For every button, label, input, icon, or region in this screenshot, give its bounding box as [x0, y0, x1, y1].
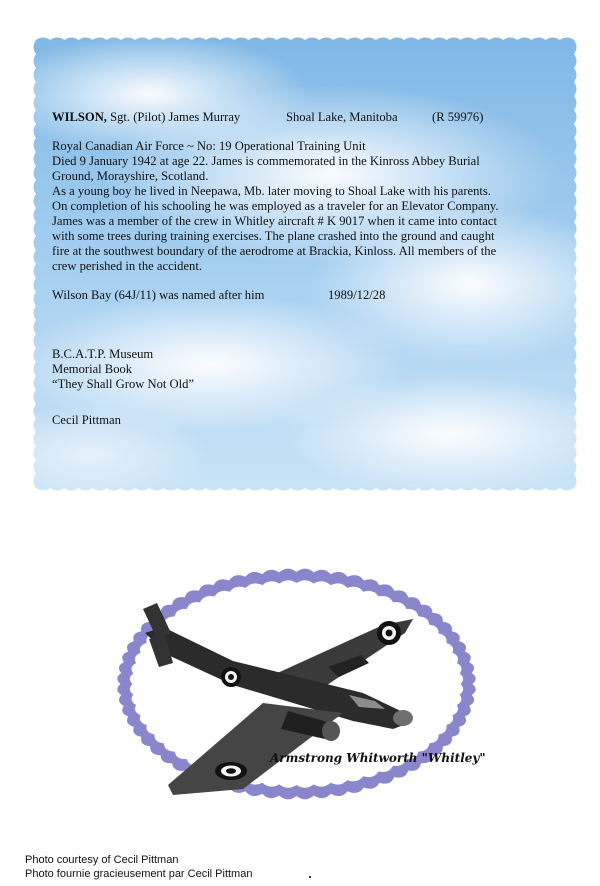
roundel-icon	[221, 667, 241, 687]
death-line: Ground, Morayshire, Scotland.	[52, 169, 209, 183]
hometown: Shoal Lake, Manitoba	[286, 110, 398, 124]
death-line: Died 9 January 1942 at age 22. James is commemorated in the Kinross Abbey Burial	[52, 154, 480, 168]
aircraft-photo-frame	[113, 563, 486, 805]
rank-and-name: Sgt. (Pilot) James Murray	[106, 110, 241, 124]
photo-caption: Armstrong Whitworth "Whitley"	[270, 751, 486, 765]
source-line: Memorial Book	[52, 362, 133, 376]
memorial-text	[52, 110, 552, 428]
naming-text: Wilson Bay (64J/11) was named after him	[52, 288, 265, 302]
memorial-card	[30, 34, 580, 494]
source-block	[52, 347, 552, 392]
source-line: B.C.A.T.P. Museum	[52, 347, 154, 361]
scan-mark	[309, 876, 311, 878]
signer-name: Cecil Pittman	[52, 413, 121, 427]
unit-line: Royal Canadian Air Force ~ No: 19 Operational Training Unit	[52, 139, 366, 153]
naming-line	[52, 288, 552, 303]
service-number: (R 59976)	[432, 110, 484, 124]
naming-date: 1989/12/28	[328, 288, 386, 302]
source-line: “They Shall Grow Not Old”	[52, 377, 194, 391]
roundel-icon	[215, 762, 247, 780]
bio-line: fire at the southwest boundary of the aerodrome at Brackia, Kinloss. All members of the	[52, 244, 497, 258]
credit-english: Photo courtesy of Cecil Pittman	[25, 854, 179, 866]
bio-line: On completion of his schooling he was employed as a traveler for an Elevator Company.	[52, 199, 499, 213]
bio-line: As a young boy he lived in Neepawa, Mb. later moving to Shoal Lake with his parents.	[52, 184, 491, 198]
roundel-icon	[377, 621, 401, 645]
credit-french: Photo fournie gracieusement par Cecil Pittman	[25, 868, 253, 880]
bio-line: with some trees during training exercises. The plane crashed into the ground and caught	[52, 229, 495, 243]
bio-line: crew perished in the accident.	[52, 259, 203, 273]
record-header	[52, 110, 552, 125]
bio-line: James was a member of the crew in Whitley aircraft # K 9017 when it came into contact	[52, 214, 497, 228]
aircraft-photo	[113, 563, 480, 805]
airman-name	[52, 110, 240, 125]
narrative	[52, 139, 552, 274]
surname: WILSON,	[52, 110, 107, 124]
photo-credits	[25, 853, 252, 881]
